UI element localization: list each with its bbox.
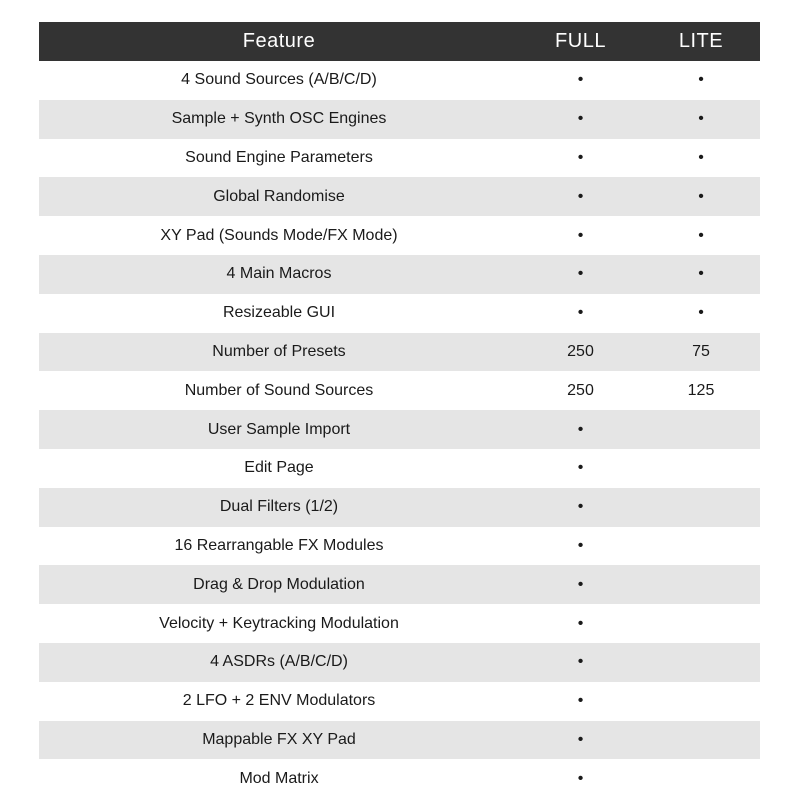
full-cell: • <box>577 226 584 244</box>
feature-cell: 4 Sound Sources (A/B/C/D) <box>181 71 377 89</box>
full-cell: • <box>577 575 584 593</box>
table-row <box>39 682 760 721</box>
lite-cell: 75 <box>692 342 710 360</box>
full-cell: • <box>577 420 584 438</box>
feature-cell: 4 ASDRs (A/B/C/D) <box>210 653 348 671</box>
feature-cell: Dual Filters (1/2) <box>219 498 339 516</box>
full-cell: • <box>577 187 584 205</box>
feature-cell: Drag & Drop Modulation <box>193 575 365 593</box>
table-row <box>39 371 760 410</box>
header-lite: LITE <box>678 30 724 52</box>
full-cell: • <box>577 148 584 166</box>
header-feature: Feature <box>242 30 316 52</box>
feature-comparison-table <box>39 22 760 798</box>
lite-cell: • <box>698 304 704 322</box>
lite-cell: • <box>698 187 704 205</box>
lite-cell: • <box>698 71 704 89</box>
table-row <box>39 488 760 527</box>
full-cell: • <box>577 730 584 748</box>
feature-cell: XY Pad (Sounds Mode/FX Mode) <box>160 226 398 244</box>
full-cell: • <box>577 304 584 322</box>
full-cell: • <box>577 692 584 710</box>
table-row <box>39 255 760 294</box>
full-cell: • <box>577 498 584 516</box>
full-cell: • <box>577 459 584 477</box>
feature-cell: Number of Sound Sources <box>184 381 374 399</box>
table-row <box>39 449 760 488</box>
feature-cell: Edit Page <box>244 459 314 477</box>
feature-cell: Sound Engine Parameters <box>185 148 373 166</box>
table-row <box>39 100 760 139</box>
table-body <box>39 61 760 798</box>
table-row <box>39 721 760 760</box>
lite-cell: 125 <box>687 381 715 399</box>
full-cell: • <box>577 536 584 554</box>
table-row <box>39 216 760 255</box>
full-cell: 250 <box>567 381 594 399</box>
feature-cell: Mod Matrix <box>239 769 319 787</box>
table-row <box>39 139 760 178</box>
feature-cell: Number of Presets <box>212 342 346 360</box>
lite-cell: • <box>698 226 704 244</box>
feature-cell: 4 Main Macros <box>226 265 332 283</box>
feature-cell: Resizeable GUI <box>222 304 336 322</box>
table-row <box>39 410 760 449</box>
full-cell: • <box>577 653 584 671</box>
table-row <box>39 643 760 682</box>
feature-cell: 2 LFO + 2 ENV Modulators <box>182 692 376 710</box>
feature-cell: Sample + Synth OSC Engines <box>171 110 387 128</box>
feature-cell: User Sample Import <box>207 420 351 438</box>
full-cell: • <box>577 110 584 128</box>
full-cell: 250 <box>567 342 594 360</box>
full-cell: • <box>577 265 584 283</box>
feature-cell: 16 Rearrangable FX Modules <box>174 536 384 554</box>
feature-cell: Velocity + Keytracking Modulation <box>159 614 399 632</box>
lite-cell: • <box>698 110 704 128</box>
feature-cell: Mappable FX XY Pad <box>202 730 356 748</box>
table-row <box>39 333 760 372</box>
header-full: FULL <box>555 30 606 52</box>
full-cell: • <box>577 614 584 632</box>
table-row <box>39 527 760 566</box>
feature-cell: Global Randomise <box>213 187 345 205</box>
table-row <box>39 604 760 643</box>
full-cell: • <box>577 769 584 787</box>
table-header <box>39 22 760 61</box>
table-row <box>39 177 760 216</box>
table-row <box>39 565 760 604</box>
lite-cell: • <box>698 265 704 283</box>
table-row <box>39 759 760 798</box>
full-cell: • <box>577 71 584 89</box>
table-row <box>39 294 760 333</box>
lite-cell: • <box>698 148 704 166</box>
table-row <box>39 61 760 100</box>
